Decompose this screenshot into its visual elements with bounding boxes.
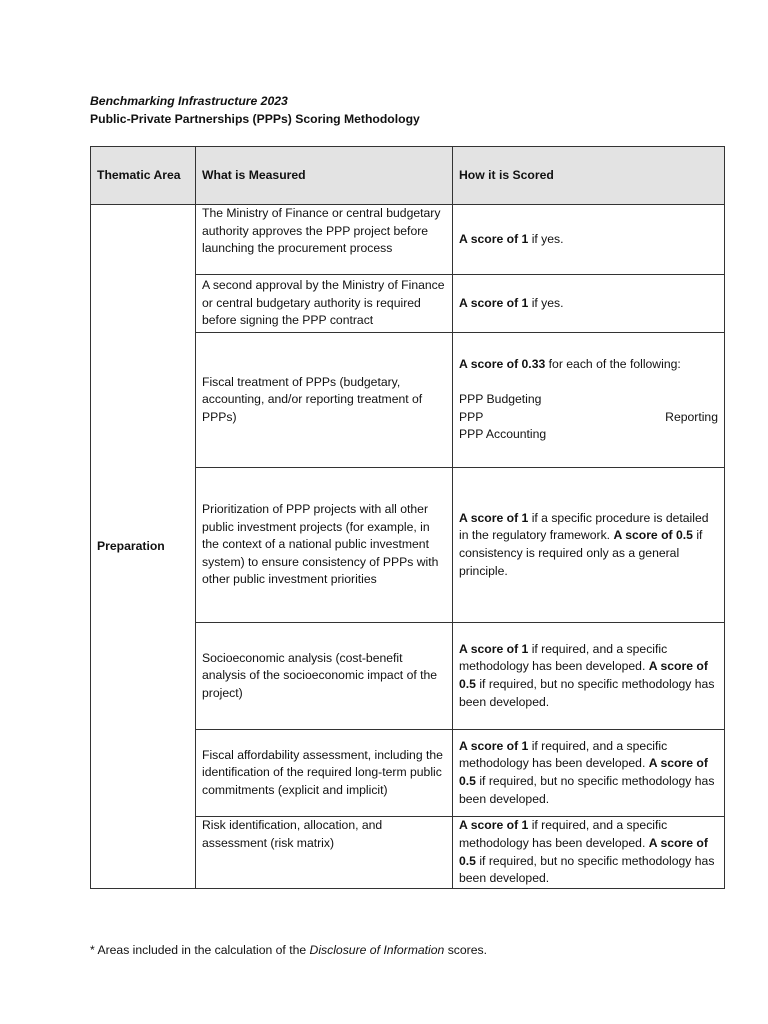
table-header-row (91, 147, 725, 205)
score-text: if consistency is required only as a general principle. (459, 528, 703, 578)
score-text: if yes. (528, 231, 564, 246)
document-title: Benchmarking Infrastructure 2023 (90, 94, 288, 108)
scoring-table (90, 146, 725, 889)
footnote (90, 942, 487, 959)
footnote-suffix: scores. (444, 943, 487, 957)
score-label: A score of 1 (459, 738, 529, 753)
score-cell (453, 468, 725, 623)
measured-cell: Fiscal treatment of PPPs (budgetary, accounting, and/or reporting treatment of PPPs) (196, 333, 453, 468)
measured-cell: Socioeconomic analysis (cost-benefit analysis of the socioeconomic impact of the project) (196, 623, 453, 730)
measured-cell: Risk identification, allocation, and assessment (risk matrix) (196, 817, 453, 889)
score-text: for each of the following: (545, 357, 681, 372)
document-subtitle: Public-Private Partnerships (PPPs) Scoring Methodology (90, 112, 420, 126)
score-text: if required, and a specific methodology has been developed. (459, 738, 668, 771)
score-text: if required, and a specific methodology has been developed. (459, 641, 668, 674)
score-label: A score of 0.5 (459, 756, 708, 788)
column-header-how-scored: How it is Scored (453, 147, 725, 205)
score-label: A score of 1 (459, 231, 529, 246)
score-item (459, 409, 718, 427)
score-label: A score of 1 (459, 641, 529, 656)
score-item: PPP Budgeting (459, 392, 542, 407)
footnote-italic: Disclosure of Information (309, 943, 445, 957)
thematic-area-cell: Preparation (91, 205, 196, 889)
footnote-prefix: * Areas included in the calculation of the (90, 943, 310, 957)
score-item: PPP Accounting (459, 427, 547, 442)
measured-cell: The Ministry of Finance or central budgetary authority approves the PPP project before launching the procurement process (196, 205, 453, 275)
score-cell (453, 205, 725, 275)
measured-cell: Prioritization of PPP projects with all other public investment projects (for example, in the context of a national public investment system) to ensure consistency of PPPs with other public investment priorities (196, 468, 453, 623)
score-label: A score of 0.5 (613, 528, 693, 543)
score-text: if required, but no specific methodology has been developed. (459, 853, 715, 886)
score-label: A score of 1 (459, 510, 529, 525)
score-text: if required, but no specific methodology has been developed. (459, 774, 715, 806)
score-text: if yes. (528, 295, 564, 310)
score-label: A score of 0.5 (459, 659, 708, 691)
table-row (91, 205, 725, 275)
score-item-part: PPP (459, 409, 484, 424)
score-text: if a specific procedure is detailed in the regulatory framework. (459, 510, 709, 543)
score-label: A score of 0.5 (459, 835, 708, 868)
score-line (459, 356, 718, 374)
column-header-what-measured: What is Measured (196, 147, 453, 205)
score-cell (453, 275, 725, 333)
score-cell (453, 623, 725, 730)
score-cell (453, 730, 725, 817)
score-text: if required, and a specific methodology has been developed. (459, 818, 668, 850)
score-text: if required, but no specific methodology has been developed. (459, 677, 715, 709)
score-label: A score of 0.33 (459, 357, 546, 372)
score-cell (453, 333, 725, 468)
measured-cell: Fiscal affordability assessment, including the identification of the required long-term public commitments (explicit and implicit) (196, 730, 453, 817)
score-item-part: Reporting (665, 409, 718, 424)
score-label: A score of 1 (459, 295, 529, 310)
measured-cell: A second approval by the Ministry of Finance or central budgetary authority is required before signing the PPP contract (196, 275, 453, 333)
column-header-thematic-area: Thematic Area (91, 147, 196, 205)
score-cell (453, 817, 725, 889)
score-label: A score of 1 (459, 818, 529, 833)
blank-line (459, 374, 718, 392)
